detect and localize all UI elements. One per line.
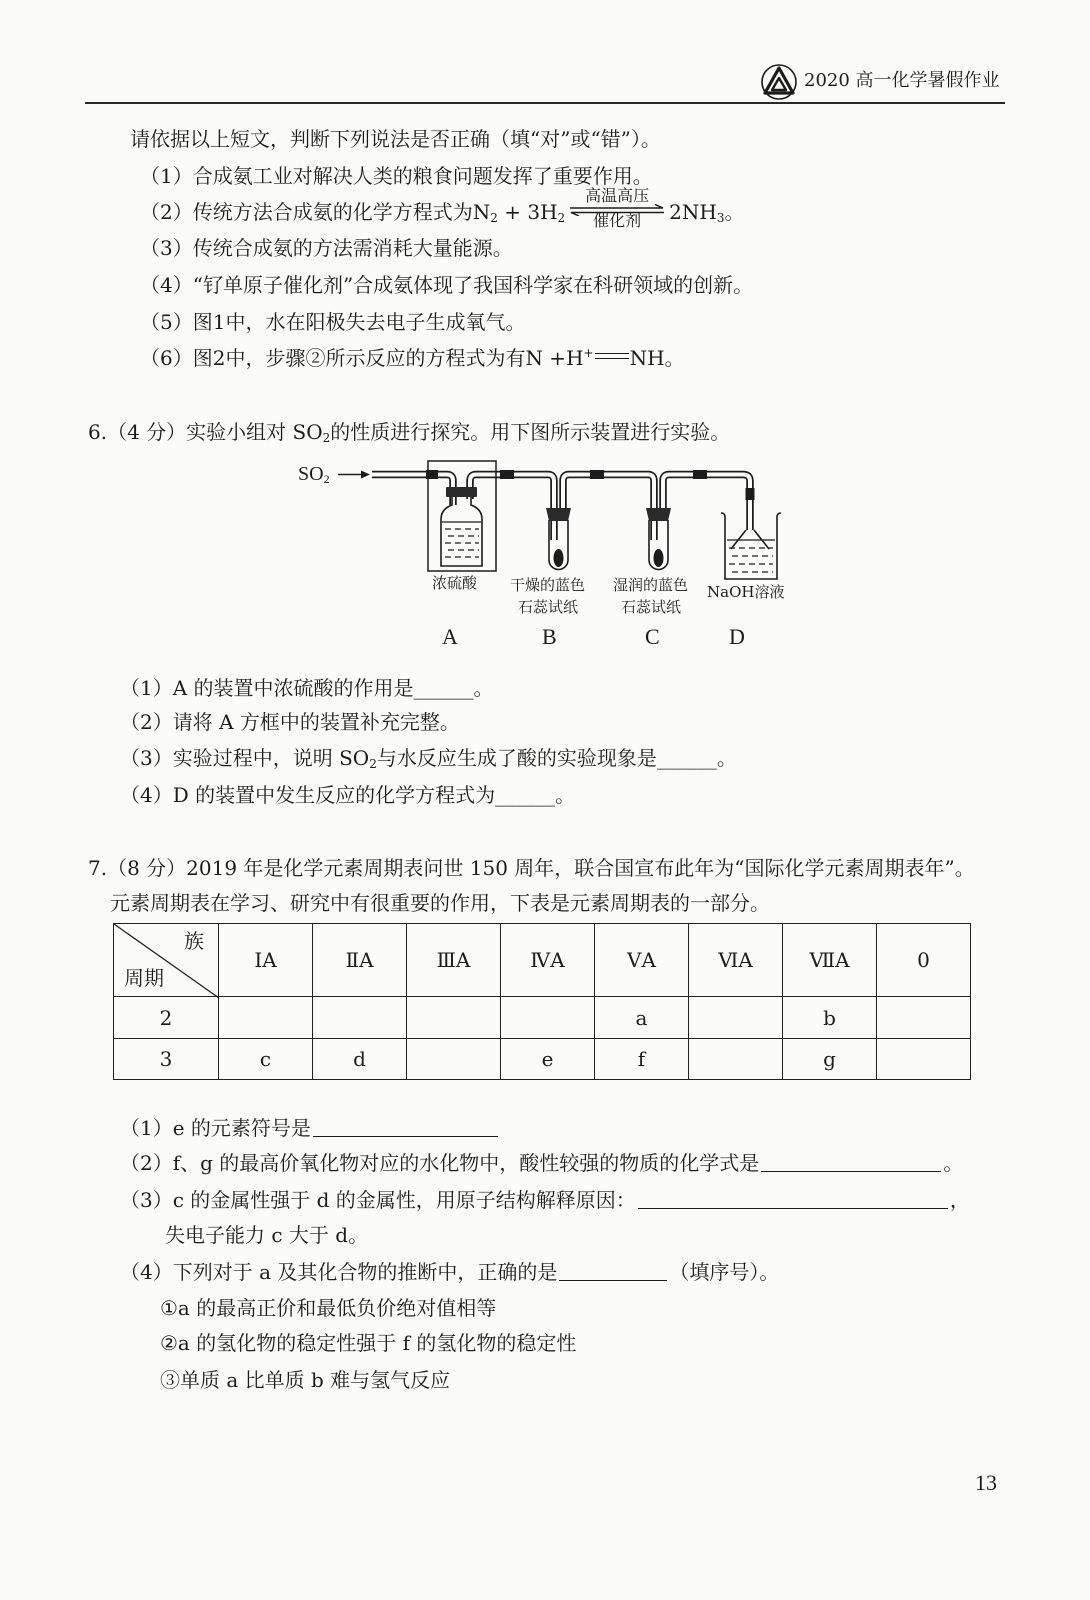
answer-blank bbox=[761, 1151, 941, 1172]
table-cell bbox=[689, 997, 783, 1039]
label-d: NaOH溶液 bbox=[707, 583, 785, 601]
question-7-part-3-end: ， bbox=[949, 1188, 970, 1212]
table-cell: d bbox=[313, 1039, 407, 1080]
option-3: ③单质 a 比单质 b 难与氢气反应 bbox=[160, 1368, 451, 1392]
label-c-line2: 石蕊试纸 bbox=[621, 598, 682, 616]
formula-subscript: 2 bbox=[322, 431, 331, 445]
period-label: 3 bbox=[114, 1039, 219, 1080]
formula-product: NH bbox=[629, 346, 665, 370]
label-a: 浓硫酸 bbox=[432, 574, 478, 592]
group-header: ⅤA bbox=[595, 924, 689, 997]
test-tube-b bbox=[546, 508, 571, 570]
label-c-line1: 湿润的蓝色 bbox=[613, 576, 689, 594]
table-header-row bbox=[114, 924, 971, 997]
group-header: ⅦA bbox=[783, 924, 877, 997]
answer-blank bbox=[638, 1188, 948, 1209]
question-6-stem-text: 6.（4 分）实验小组对 SO bbox=[88, 420, 323, 444]
option-2: ②a 的氢化物的稳定性强于 f 的氢化物的稳定性 bbox=[160, 1331, 577, 1355]
question-7-part-1-text: （1）e 的元素符号是 bbox=[120, 1116, 311, 1140]
apparatus-letter-b: B bbox=[542, 624, 557, 649]
question-7-part-4 bbox=[120, 1260, 779, 1284]
question-6-part-3-text: 与水反应生成了酸的实验现象是______。 bbox=[376, 746, 737, 770]
statement-6-end: 。 bbox=[664, 346, 685, 370]
formula-subscript: 2 bbox=[490, 211, 498, 225]
period-label: 2 bbox=[114, 997, 219, 1039]
experiment-apparatus-diagram bbox=[280, 455, 800, 655]
question-6-part-4: （4）D 的装置中发生反应的化学方程式为______。 bbox=[120, 783, 576, 807]
group-header: ⅢA bbox=[407, 924, 501, 997]
statement-5: （5）图1中，水在阳极失去电子生成氧气。 bbox=[140, 310, 526, 334]
table-cell bbox=[407, 997, 501, 1039]
label-b-line2: 石蕊试纸 bbox=[518, 598, 579, 616]
question-6-stem-text: 的性质进行探究。用下图所示装置进行实验。 bbox=[330, 420, 731, 444]
table-cell bbox=[313, 997, 407, 1039]
table-cell bbox=[407, 1039, 501, 1080]
table-cell: a bbox=[595, 997, 689, 1039]
group-header: 0 bbox=[877, 924, 971, 997]
table-cell bbox=[219, 997, 313, 1039]
statement-2 bbox=[140, 186, 745, 230]
formula-product: 2NH bbox=[669, 200, 717, 224]
formula-subscript: 2 bbox=[323, 472, 330, 486]
question-7-part-2-text: （2）f、g 的最高价氧化物对应的水化物中，酸性较强的物质的化学式是 bbox=[120, 1151, 760, 1175]
table-cell: e bbox=[501, 1039, 595, 1080]
question-7-part-2-end: 。 bbox=[943, 1151, 964, 1175]
reagent-bottle bbox=[441, 487, 482, 566]
page-number: 13 bbox=[975, 1470, 997, 1495]
gas-label bbox=[298, 462, 330, 486]
statement-6-text: （6）图2中，步骤②所示反应的方程式为有N +H bbox=[140, 346, 584, 370]
statement-3: （3）传统合成氨的方法需消耗大量能源。 bbox=[140, 236, 513, 260]
question-6-part-3-text: （3）实验过程中，说明 SO bbox=[120, 746, 370, 770]
table-cell bbox=[877, 997, 971, 1039]
header-title: 2020 高一化学暑假作业 bbox=[804, 70, 1000, 91]
apparatus-letter-a: A bbox=[442, 624, 458, 649]
question-7-part-3-text: （3）c 的金属性强于 d 的金属性，用原子结构解释原因： bbox=[120, 1188, 636, 1212]
label-b-line1: 干燥的蓝色 bbox=[510, 576, 586, 594]
test-tube-c bbox=[646, 508, 671, 570]
statement-4: （4）“钌单原子催化剂”合成氨体现了我国科学家在科研领域的创新。 bbox=[140, 273, 754, 297]
group-header: ⅠA bbox=[219, 924, 313, 997]
answer-blank bbox=[559, 1260, 667, 1281]
table-cell: b bbox=[783, 997, 877, 1039]
statement-6 bbox=[140, 346, 685, 370]
condition-bottom: 催化剂 bbox=[593, 211, 642, 230]
statement-2-end: 。 bbox=[724, 200, 745, 224]
formula-subscript: 3 bbox=[716, 211, 725, 225]
gas-formula: SO bbox=[298, 463, 324, 485]
reaction-conditions-arrow bbox=[568, 186, 666, 230]
apparatus-letter-d: D bbox=[729, 624, 745, 649]
question-7-part-3-line-2: 失电子能力 c 大于 d。 bbox=[165, 1223, 369, 1247]
charge-superscript: + bbox=[583, 346, 594, 360]
apparatus-letter-c: C bbox=[645, 624, 660, 649]
condition-top: 高温高压 bbox=[585, 186, 650, 205]
group-axis-label: 族 bbox=[184, 929, 204, 953]
table-cell bbox=[501, 997, 595, 1039]
table-corner-cell bbox=[114, 924, 219, 997]
statement-2-text: （2）传统方法合成氨的化学方程式为 bbox=[140, 200, 473, 224]
table-cell: f bbox=[595, 1039, 689, 1080]
table-row bbox=[114, 997, 971, 1039]
double-equals-sign bbox=[595, 353, 629, 359]
formula-n: N bbox=[472, 200, 491, 224]
group-header: ⅣA bbox=[501, 924, 595, 997]
question-7-part-2 bbox=[120, 1151, 963, 1175]
question-7-part-3 bbox=[120, 1188, 970, 1212]
question-6-part-1: （1）A 的装置中浓硫酸的作用是______。 bbox=[120, 676, 494, 700]
gas-inlet-arrow bbox=[338, 471, 370, 479]
group-header: ⅥA bbox=[689, 924, 783, 997]
period-axis-label: 周期 bbox=[124, 966, 164, 990]
table-cell: g bbox=[783, 1039, 877, 1080]
question-7-part-4-end: （填序号）。 bbox=[669, 1260, 780, 1284]
question-6-part-2: （2）请将 A 方框中的装置补充完整。 bbox=[120, 710, 460, 734]
instruction-text: 请依据以上短文，判断下列说法是否正确（填“对”或“错”）。 bbox=[130, 127, 661, 151]
answer-blank bbox=[313, 1116, 498, 1137]
question-7-part-1 bbox=[120, 1116, 500, 1140]
question-7-stem-line-1: 7.（8 分）2019 年是化学元素周期表问世 150 周年，联合国宣布此年为“国际化学元素周期表年”。 bbox=[88, 856, 975, 880]
formula-subscript: 2 bbox=[369, 757, 377, 771]
header-divider bbox=[85, 102, 1005, 104]
publisher-logo-icon bbox=[760, 63, 798, 101]
table-cell bbox=[689, 1039, 783, 1080]
question-6-part-3 bbox=[120, 746, 737, 770]
formula-h: + 3H bbox=[497, 200, 558, 224]
formula-subscript: 2 bbox=[557, 211, 566, 225]
table-row bbox=[114, 1039, 971, 1080]
statement-1: （1）合成氨工业对解决人类的粮食问题发挥了重要作用。 bbox=[140, 164, 653, 188]
table-cell: c bbox=[219, 1039, 313, 1080]
periodic-table-excerpt bbox=[113, 923, 971, 1080]
group-header: ⅡA bbox=[313, 924, 407, 997]
question-7-stem-line-2: 元素周期表在学习、研究中有很重要的作用，下表是元素周期表的一部分。 bbox=[110, 891, 770, 915]
option-1: ①a 的最高正价和最低负价绝对值相等 bbox=[160, 1296, 497, 1320]
question-6-stem bbox=[88, 420, 730, 444]
table-cell bbox=[877, 1039, 971, 1080]
question-7-part-4-text: （4）下列对于 a 及其化合物的推断中，正确的是 bbox=[120, 1260, 558, 1284]
